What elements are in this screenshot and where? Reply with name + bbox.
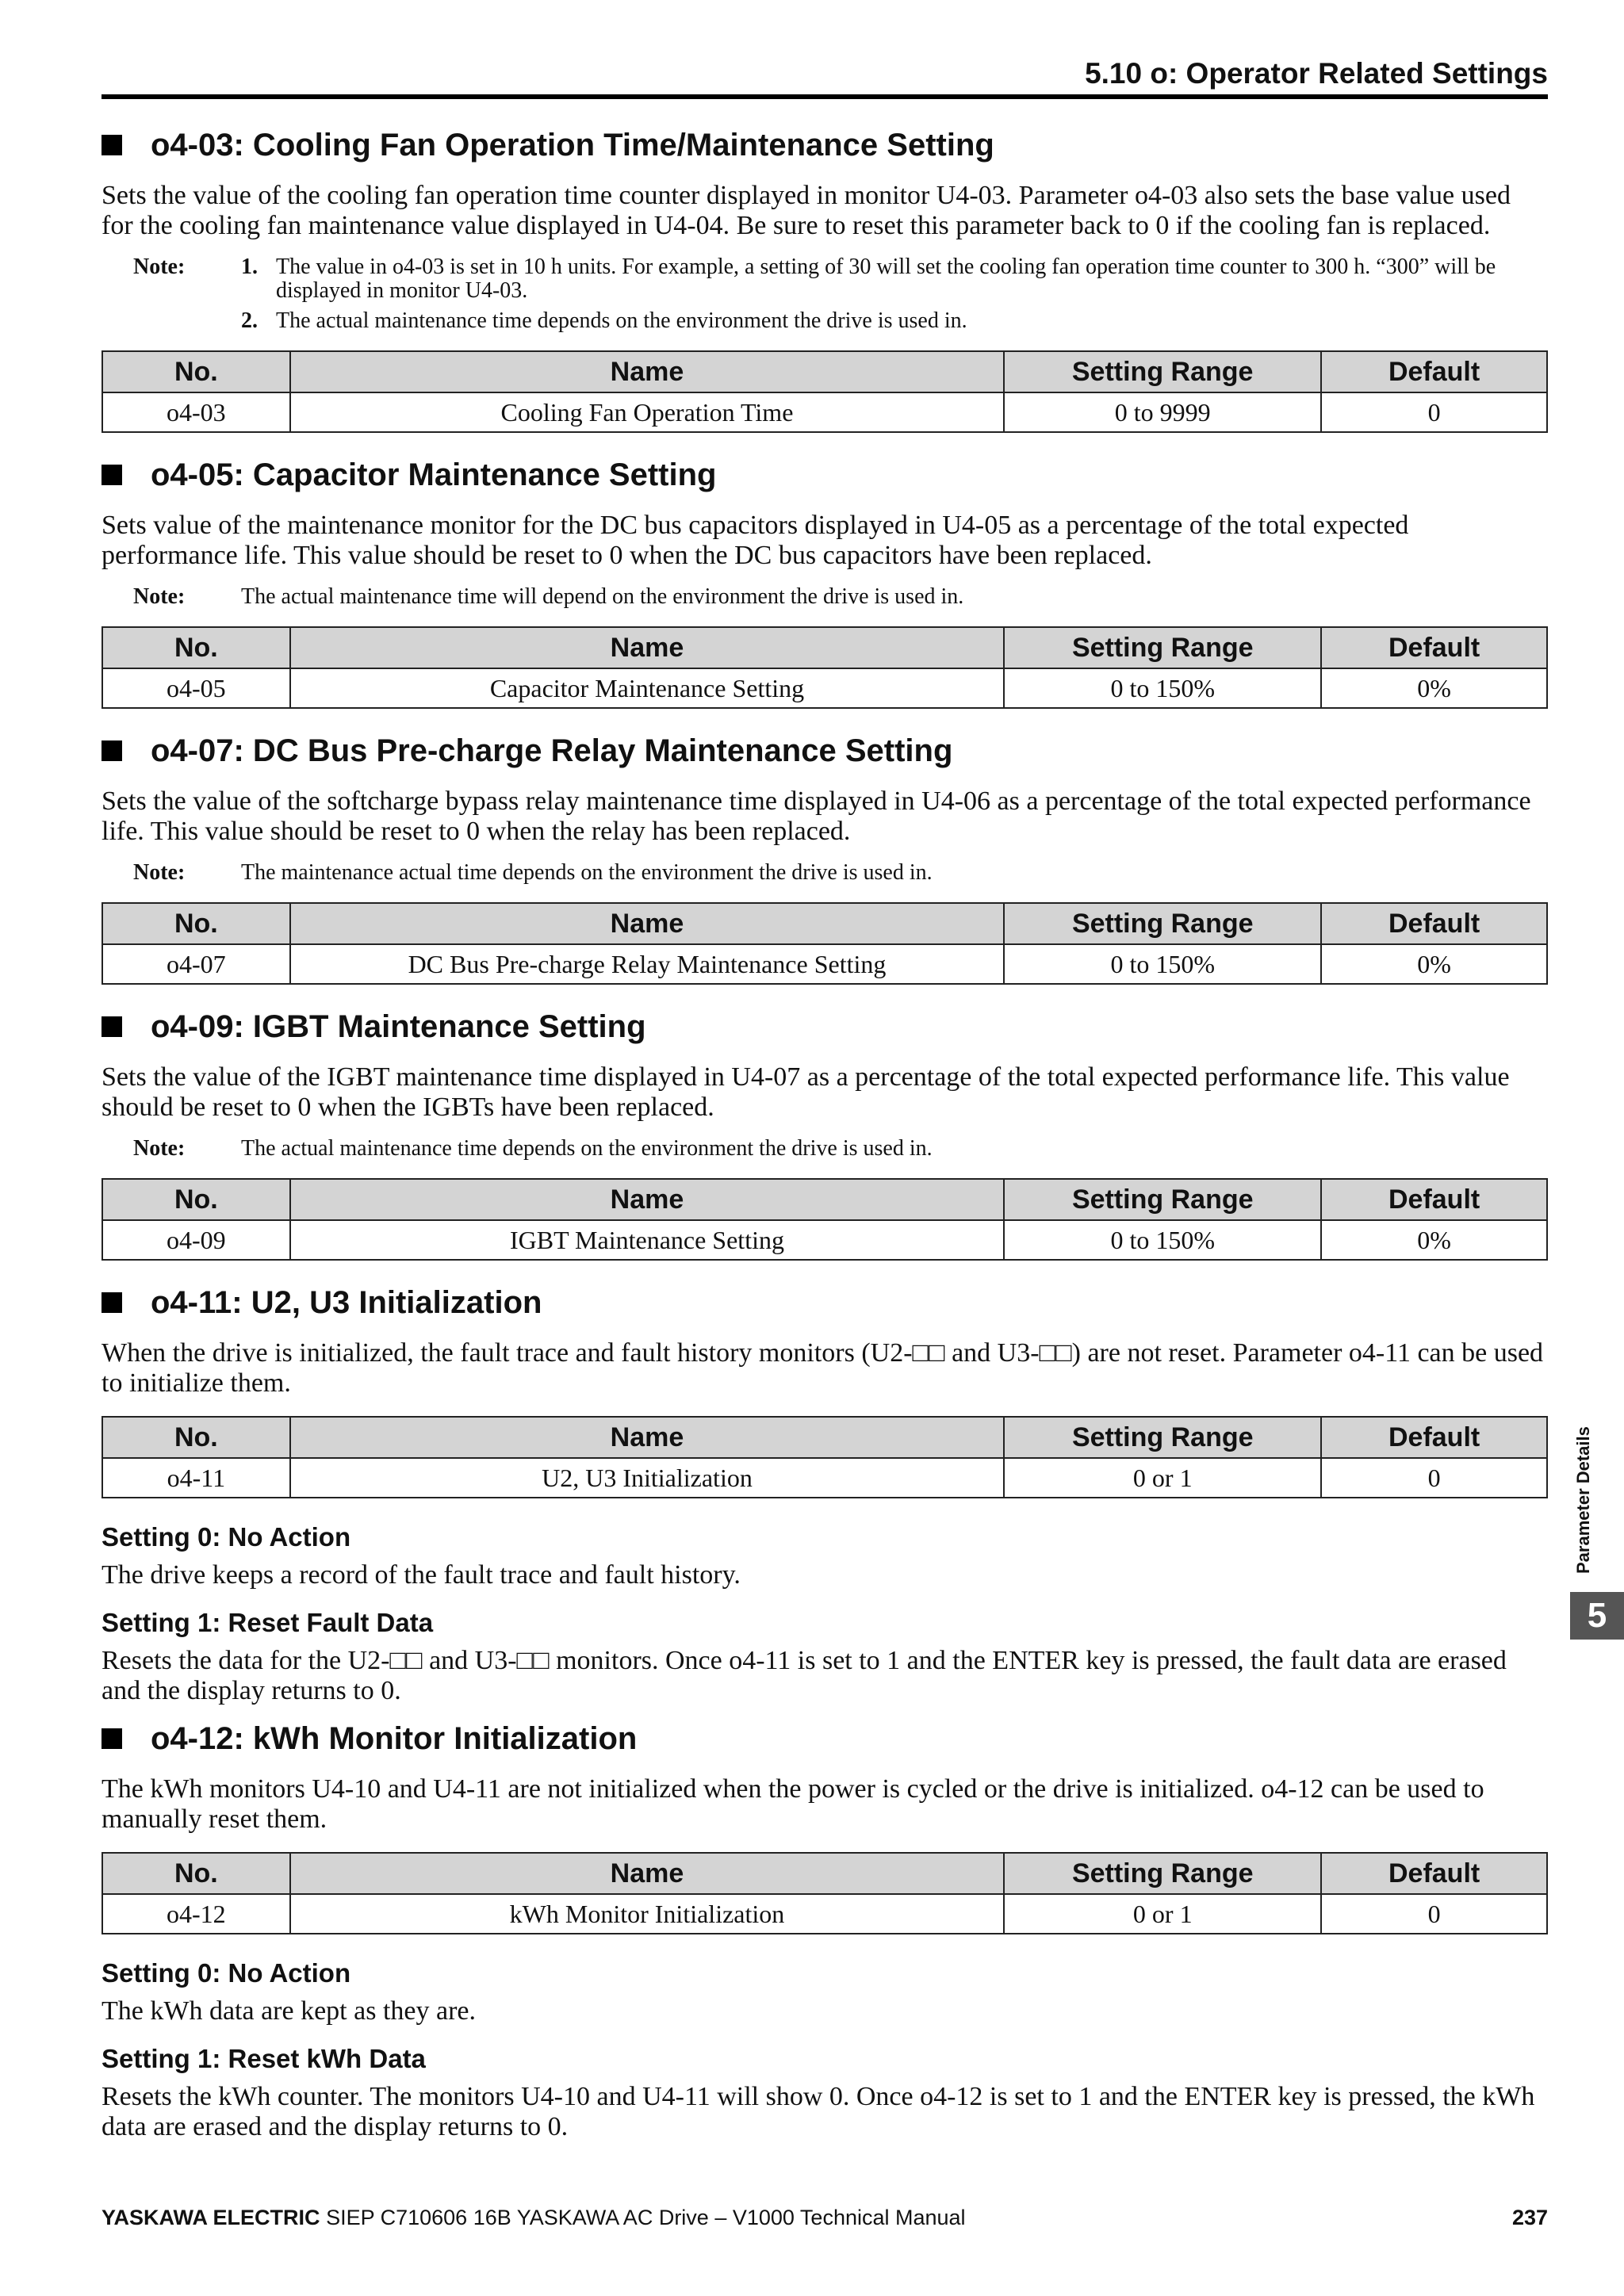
note-block xyxy=(133,861,1548,885)
cell-range: 0 or 1 xyxy=(1004,1894,1321,1934)
section-o4-11 xyxy=(102,1284,1548,1706)
table-row xyxy=(102,944,1547,984)
setting-title: Setting 1: Reset kWh Data xyxy=(102,2044,426,2073)
section-body: When the drive is initialized, the fault trace and fault history monitors (U2-□□ and U3-□□) are not reset. Parameter o4-11 can be used to initialize them. xyxy=(102,1338,1544,1398)
note-label: Note: xyxy=(133,860,186,885)
note-block xyxy=(133,255,1548,333)
cell-name: DC Bus Pre-charge Relay Maintenance Setting xyxy=(290,944,1005,984)
col-header-default: Default xyxy=(1321,1853,1547,1894)
col-header-default: Default xyxy=(1321,903,1547,944)
cell-default: 0 xyxy=(1321,392,1547,432)
footer-doc-info xyxy=(102,2206,966,2230)
note-block xyxy=(133,585,1548,609)
table-row xyxy=(102,1894,1547,1934)
section-body: Sets the value of the IGBT maintenance time displayed in U4-07 as a percentage of the total expected performance life. This value should be reset to 0 when the IGBTs have been replaced. xyxy=(102,1062,1510,1122)
setting-text: Resets the data for the U2-□□ and U3-□□ monitors. Once o4-11 is set to 1 and the ENTER key is pressed, the fault data are erased and the display returns to 0. xyxy=(102,1646,1507,1705)
square-bullet-icon xyxy=(102,135,122,155)
section-title: o4-05: Capacitor Maintenance Setting xyxy=(151,457,717,492)
cell-default: 0 xyxy=(1321,1894,1547,1934)
cell-no: o4-05 xyxy=(102,668,290,708)
chapter-number-badge: 5 xyxy=(1570,1592,1624,1640)
section-body: Sets the value of the cooling fan operation time counter displayed in monitor U4-03. Parameter o4-03 also sets the base value used for the cooling fan maintenance value displayed in U4-04. Be sure to reset this parameter back to 0 if the cooling fan is replaced. xyxy=(102,181,1511,240)
section-title: o4-11: U2, U3 Initialization xyxy=(151,1285,542,1320)
cell-default: 0% xyxy=(1321,1220,1547,1260)
running-header: 5.10 o: Operator Related Settings xyxy=(1085,57,1548,90)
note-block xyxy=(133,1137,1548,1161)
section-heading xyxy=(102,127,1548,163)
col-header-no: No. xyxy=(102,351,290,392)
section-heading xyxy=(102,1720,1548,1757)
cell-name: IGBT Maintenance Setting xyxy=(290,1220,1005,1260)
setting-text: The drive keeps a record of the fault trace and fault history. xyxy=(102,1560,741,1590)
note-text: The actual maintenance time will depend on the environment the drive is used in. xyxy=(241,584,964,609)
table-row xyxy=(102,668,1547,708)
section-heading xyxy=(102,457,1548,493)
setting-text: Resets the kWh counter. The monitors U4-10 and U4-11 will show 0. Once o4-12 is set to 1 and the ENTER key is pressed, the kWh data are erased and the display returns to 0. xyxy=(102,2082,1535,2141)
setting-text: The kWh data are kept as they are. xyxy=(102,1996,476,2026)
section-title: o4-12: kWh Monitor Initialization xyxy=(151,1721,638,1756)
parameter-table xyxy=(102,1178,1548,1261)
note-text: The actual maintenance time depends on the environment the drive is used in. xyxy=(276,308,967,333)
col-header-no: No. xyxy=(102,627,290,668)
note-number: 2. xyxy=(241,308,258,333)
section-o4-12 xyxy=(102,1720,1548,2142)
note-text: The value in o4-03 is set in 10 h units. For example, a setting of 30 will set the cooling fan operation time counter to 300 h. “300” will be displayed in monitor U4-03. xyxy=(276,254,1496,303)
section-heading xyxy=(102,1284,1548,1321)
square-bullet-icon xyxy=(102,740,122,761)
cell-name: Capacitor Maintenance Setting xyxy=(290,668,1005,708)
col-header-range: Setting Range xyxy=(1004,903,1321,944)
col-header-default: Default xyxy=(1321,1179,1547,1220)
cell-range: 0 or 1 xyxy=(1004,1458,1321,1498)
col-header-default: Default xyxy=(1321,351,1547,392)
table-row xyxy=(102,392,1547,432)
section-body: The kWh monitors U4-10 and U4-11 are not initialized when the power is cycled or the drive is initialized. o4-12 can be used to manually reset them. xyxy=(102,1774,1484,1834)
col-header-range: Setting Range xyxy=(1004,1179,1321,1220)
content xyxy=(102,127,1548,2156)
cell-default: 0% xyxy=(1321,668,1547,708)
col-header-name: Name xyxy=(290,1179,1005,1220)
footer-brand: YASKAWA ELECTRIC xyxy=(102,2206,320,2229)
parameter-table xyxy=(102,1852,1548,1934)
section-title: o4-03: Cooling Fan Operation Time/Maintenance Setting xyxy=(151,128,994,163)
cell-no: o4-12 xyxy=(102,1894,290,1934)
parameter-table xyxy=(102,902,1548,985)
cell-no: o4-03 xyxy=(102,392,290,432)
footer-doc: SIEP C710606 16B YASKAWA AC Drive – V1000 Technical Manual xyxy=(326,2206,966,2229)
parameter-table xyxy=(102,1416,1548,1498)
square-bullet-icon xyxy=(102,1016,122,1037)
header-rule xyxy=(102,94,1548,99)
note-text: The maintenance actual time depends on the environment the drive is used in. xyxy=(241,860,933,885)
col-header-name: Name xyxy=(290,351,1004,392)
section-title: o4-09: IGBT Maintenance Setting xyxy=(151,1009,646,1044)
parameter-table xyxy=(102,626,1548,709)
page-number: 237 xyxy=(1511,2206,1548,2229)
section-o4-07 xyxy=(102,733,1548,985)
note-text: The actual maintenance time depends on the environment the drive is used in. xyxy=(241,1136,933,1161)
table-row xyxy=(102,1458,1547,1498)
col-header-name: Name xyxy=(290,903,1005,944)
col-header-default: Default xyxy=(1321,627,1547,668)
section-o4-05 xyxy=(102,457,1548,709)
cell-no: o4-07 xyxy=(102,944,290,984)
col-header-no: No. xyxy=(102,903,290,944)
col-header-no: No. xyxy=(102,1417,290,1458)
cell-no: o4-11 xyxy=(102,1458,290,1498)
setting-title: Setting 0: No Action xyxy=(102,1522,351,1552)
table-row xyxy=(102,1220,1547,1260)
square-bullet-icon xyxy=(102,1728,122,1749)
col-header-default: Default xyxy=(1321,1417,1547,1458)
col-header-range: Setting Range xyxy=(1004,351,1321,392)
section-heading xyxy=(102,1008,1548,1045)
cell-default: 0% xyxy=(1321,944,1547,984)
section-o4-09 xyxy=(102,1008,1548,1261)
side-tab-label: Parameter Details xyxy=(1573,1426,1593,1574)
note-label: Note: xyxy=(133,254,186,279)
page-footer xyxy=(102,2206,1548,2230)
setting-title: Setting 1: Reset Fault Data xyxy=(102,1608,434,1637)
cell-range: 0 to 150% xyxy=(1004,944,1321,984)
section-body: Sets value of the maintenance monitor for the DC bus capacitors displayed in U4-05 as a percentage of the total expected performance life. This value should be reset to 0 when the DC bus capacitors have been replaced. xyxy=(102,511,1409,570)
cell-name: Cooling Fan Operation Time xyxy=(290,392,1004,432)
section-heading xyxy=(102,733,1548,769)
parameter-table xyxy=(102,350,1548,433)
cell-range: 0 to 9999 xyxy=(1004,392,1321,432)
note-label: Note: xyxy=(133,584,186,609)
col-header-range: Setting Range xyxy=(1004,1417,1321,1458)
cell-name: kWh Monitor Initialization xyxy=(290,1894,1005,1934)
section-o4-03 xyxy=(102,127,1548,433)
col-header-range: Setting Range xyxy=(1004,627,1321,668)
cell-name: U2, U3 Initialization xyxy=(290,1458,1005,1498)
cell-no: o4-09 xyxy=(102,1220,290,1260)
section-title: o4-07: DC Bus Pre-charge Relay Maintenance Setting xyxy=(151,733,953,768)
setting-title: Setting 0: No Action xyxy=(102,1958,351,1988)
square-bullet-icon xyxy=(102,1292,122,1313)
col-header-no: No. xyxy=(102,1853,290,1894)
note-label: Note: xyxy=(133,1136,186,1161)
note-number: 1. xyxy=(241,254,258,279)
col-header-name: Name xyxy=(290,1853,1005,1894)
cell-range: 0 to 150% xyxy=(1004,1220,1321,1260)
square-bullet-icon xyxy=(102,465,122,485)
section-body: Sets the value of the softcharge bypass relay maintenance time displayed in U4-06 as a percentage of the total expected performance life. This value should be reset to 0 when the relay has been replaced. xyxy=(102,786,1531,846)
col-header-no: No. xyxy=(102,1179,290,1220)
col-header-name: Name xyxy=(290,627,1005,668)
cell-range: 0 to 150% xyxy=(1004,668,1321,708)
col-header-range: Setting Range xyxy=(1004,1853,1321,1894)
col-header-name: Name xyxy=(290,1417,1005,1458)
cell-default: 0 xyxy=(1321,1458,1547,1498)
